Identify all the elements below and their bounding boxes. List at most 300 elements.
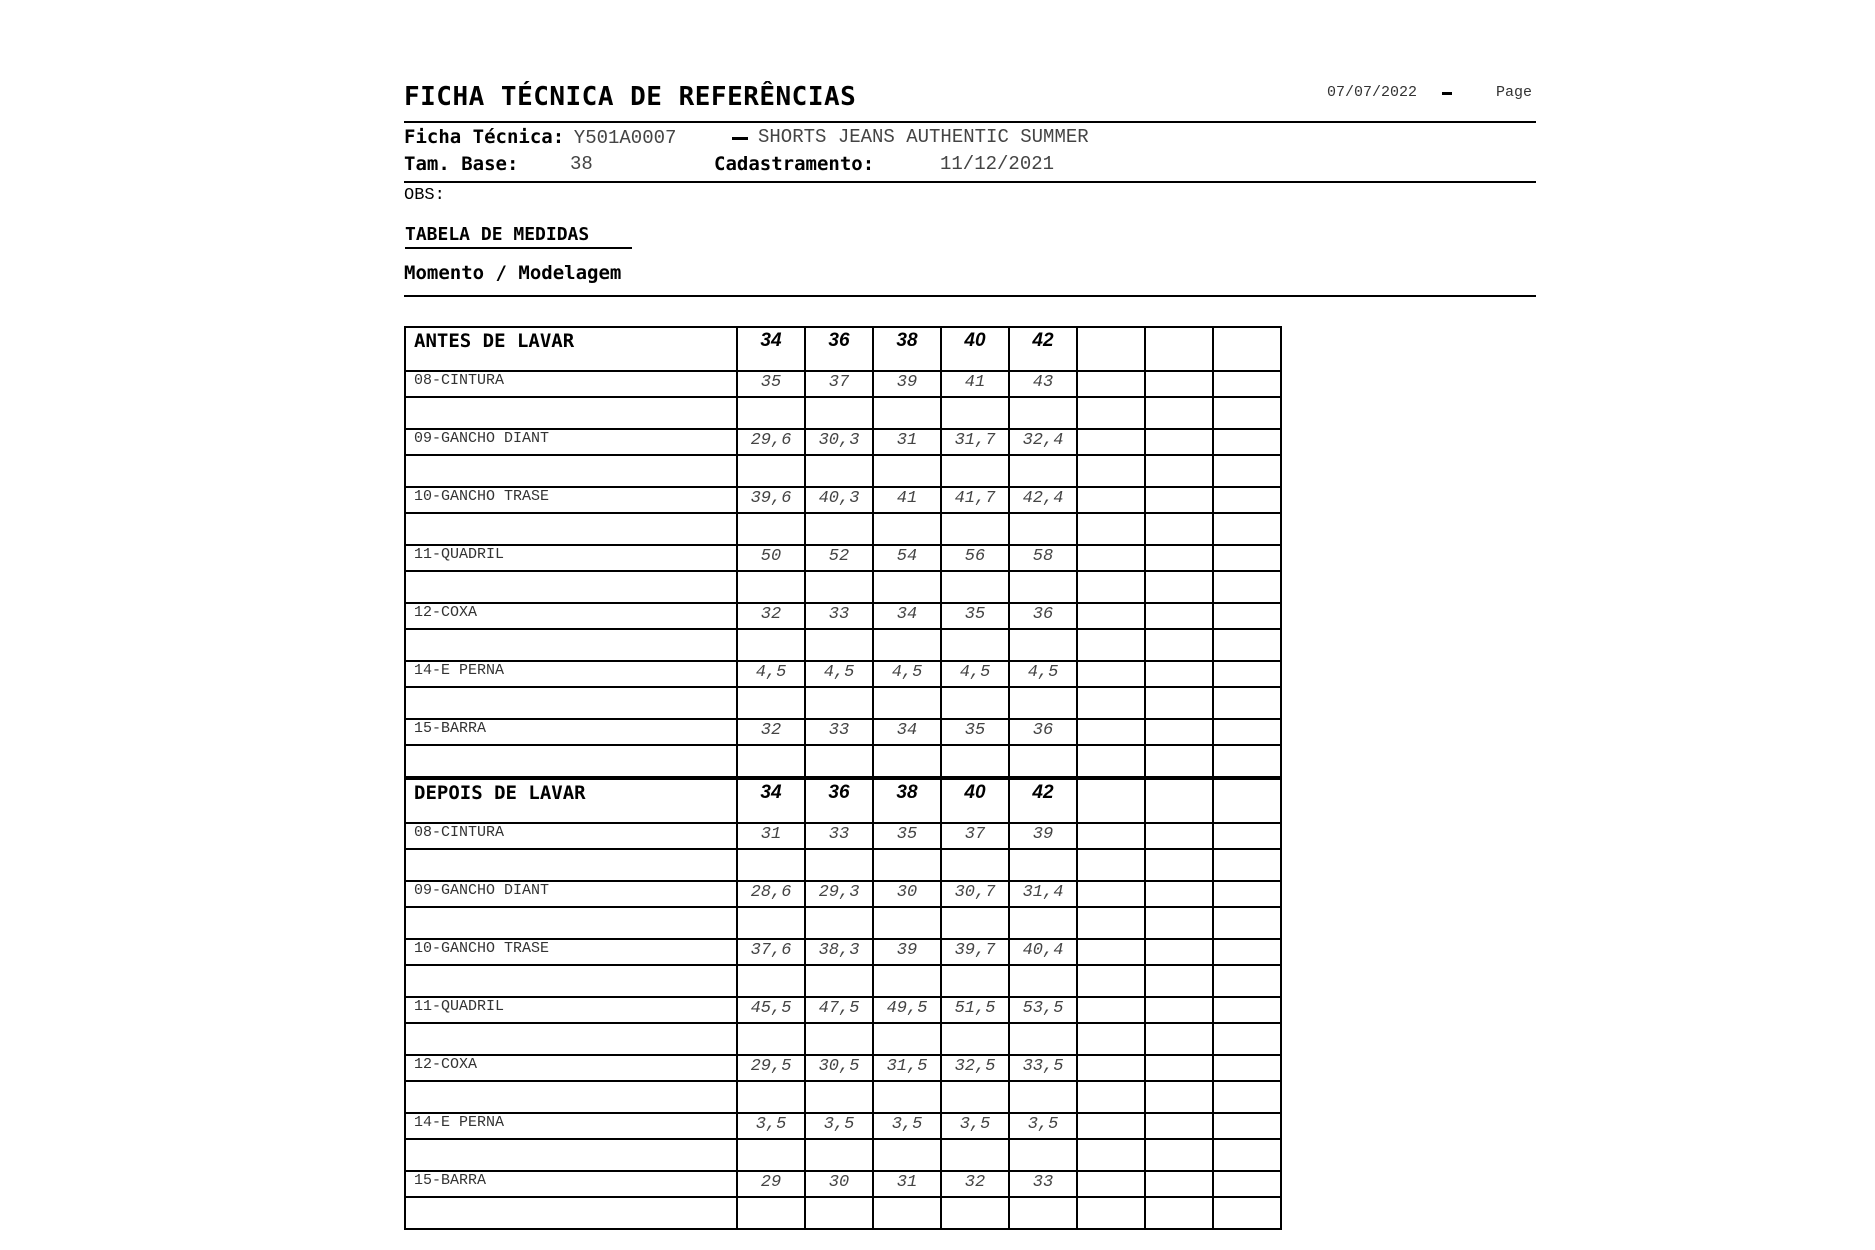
- empty-cell: [1077, 997, 1145, 1023]
- empty-cell: [873, 1197, 941, 1229]
- empty-cell: [873, 1081, 941, 1113]
- empty-cell: [941, 1023, 1009, 1055]
- measurement-label: 15-BARRA: [405, 1171, 737, 1197]
- empty-cell: [1213, 429, 1281, 455]
- table-row: [405, 603, 1281, 629]
- measurement-value: 40,4: [1009, 939, 1077, 965]
- empty-cell: [1213, 1113, 1281, 1139]
- measurement-value: 29,5: [737, 1055, 805, 1081]
- empty-cell: [1009, 965, 1077, 997]
- empty-cell: [1145, 545, 1213, 571]
- table-row: [405, 1171, 1281, 1197]
- measurement-value: 3,5: [805, 1113, 873, 1139]
- empty-cell: [873, 1139, 941, 1171]
- table-row: [405, 719, 1281, 745]
- empty-cell: [873, 513, 941, 545]
- empty-cell: [405, 629, 737, 661]
- empty-cell: [941, 849, 1009, 881]
- table-spacer-row: [405, 1139, 1281, 1171]
- size-header: 38: [873, 778, 941, 823]
- page-label: Page: [1496, 84, 1533, 101]
- measurement-value: 33,5: [1009, 1055, 1077, 1081]
- empty-cell: [1009, 1197, 1077, 1229]
- empty-cell: [405, 455, 737, 487]
- empty-cell: [1213, 1197, 1281, 1229]
- empty-cell: [737, 1081, 805, 1113]
- empty-cell: [1213, 1171, 1281, 1197]
- empty-cell: [1077, 371, 1145, 397]
- empty-cell: [405, 513, 737, 545]
- empty-cell: [941, 455, 1009, 487]
- measurement-value: 4,5: [805, 661, 873, 687]
- measurement-value: 39: [873, 939, 941, 965]
- empty-cell: [941, 687, 1009, 719]
- cadastramento-label: Cadastramento:: [714, 153, 875, 175]
- measurement-value: 31: [873, 429, 941, 455]
- ficha-description: SHORTS JEANS AUTHENTIC SUMMER: [758, 126, 1089, 148]
- measurement-label: 09-GANCHO DIANT: [405, 881, 737, 907]
- empty-cell: [1145, 603, 1213, 629]
- size-header: 34: [737, 778, 805, 823]
- empty-cell: [1009, 687, 1077, 719]
- measurement-value: 29,6: [737, 429, 805, 455]
- header-divider: [404, 121, 1536, 123]
- empty-cell: [1213, 745, 1281, 778]
- table-spacer-row: [405, 687, 1281, 719]
- section-subtitle: Momento / Modelagem: [404, 262, 622, 284]
- empty-cell: [405, 571, 737, 603]
- empty-cell: [1009, 397, 1077, 429]
- empty-cell: [1213, 455, 1281, 487]
- empty-cell: [805, 1081, 873, 1113]
- empty-cell: [1145, 778, 1213, 823]
- empty-cell: [1145, 1055, 1213, 1081]
- print-date: 07/07/2022: [1327, 84, 1418, 101]
- measurement-value: 31,4: [1009, 881, 1077, 907]
- empty-cell: [405, 907, 737, 939]
- size-header: 34: [737, 327, 805, 371]
- empty-cell: [1145, 1081, 1213, 1113]
- measurements-table: [404, 326, 1282, 1230]
- empty-cell: [1213, 571, 1281, 603]
- measurement-value: 32,5: [941, 1055, 1009, 1081]
- empty-cell: [1009, 629, 1077, 661]
- measurement-label: 14-E PERNA: [405, 661, 737, 687]
- measurement-value: 45,5: [737, 997, 805, 1023]
- empty-cell: [1213, 939, 1281, 965]
- empty-cell: [1213, 661, 1281, 687]
- empty-cell: [805, 513, 873, 545]
- measurement-value: 47,5: [805, 997, 873, 1023]
- empty-cell: [1213, 823, 1281, 849]
- empty-cell: [805, 745, 873, 778]
- tam-base-value: 38: [570, 153, 593, 175]
- measurement-value: 50: [737, 545, 805, 571]
- measurement-value: 43: [1009, 371, 1077, 397]
- empty-cell: [405, 745, 737, 778]
- measurement-value: 37,6: [737, 939, 805, 965]
- table-spacer-row: [405, 1023, 1281, 1055]
- table-row: [405, 661, 1281, 687]
- empty-cell: [1077, 1055, 1145, 1081]
- tam-base-label: Tam. Base:: [404, 153, 519, 175]
- table-section-title: ANTES DE LAVAR: [405, 327, 737, 371]
- size-header: 36: [805, 327, 873, 371]
- empty-cell: [805, 687, 873, 719]
- obs-label: OBS:: [404, 186, 445, 205]
- empty-cell: [1009, 455, 1077, 487]
- empty-cell: [941, 907, 1009, 939]
- measurement-value: 4,5: [873, 661, 941, 687]
- measurement-value: 35: [873, 823, 941, 849]
- table-row: [405, 939, 1281, 965]
- empty-cell: [1213, 397, 1281, 429]
- empty-cell: [1077, 719, 1145, 745]
- empty-cell: [1213, 487, 1281, 513]
- empty-cell: [1145, 687, 1213, 719]
- measurement-value: 32: [941, 1171, 1009, 1197]
- ficha-dash: [732, 137, 748, 140]
- empty-cell: [1145, 907, 1213, 939]
- empty-cell: [1145, 881, 1213, 907]
- measurement-value: 32: [737, 719, 805, 745]
- empty-cell: [737, 849, 805, 881]
- empty-cell: [1145, 429, 1213, 455]
- measurement-value: 51,5: [941, 997, 1009, 1023]
- measurement-value: 4,5: [941, 661, 1009, 687]
- table-header-row: [405, 778, 1281, 823]
- empty-cell: [1145, 1113, 1213, 1139]
- measurement-value: 32: [737, 603, 805, 629]
- measurement-value: 36: [1009, 719, 1077, 745]
- measurement-label: 15-BARRA: [405, 719, 737, 745]
- empty-cell: [1145, 661, 1213, 687]
- measurement-value: 58: [1009, 545, 1077, 571]
- empty-cell: [1009, 907, 1077, 939]
- empty-cell: [873, 745, 941, 778]
- measurement-value: 41: [941, 371, 1009, 397]
- empty-cell: [805, 397, 873, 429]
- measurement-value: 41,7: [941, 487, 1009, 513]
- empty-cell: [737, 687, 805, 719]
- measurement-value: 32,4: [1009, 429, 1077, 455]
- date-dash: [1442, 92, 1452, 95]
- empty-cell: [1077, 1197, 1145, 1229]
- empty-cell: [1077, 1023, 1145, 1055]
- empty-cell: [941, 513, 1009, 545]
- table-row: [405, 545, 1281, 571]
- empty-cell: [1145, 1171, 1213, 1197]
- empty-cell: [805, 629, 873, 661]
- empty-cell: [1213, 1055, 1281, 1081]
- empty-cell: [805, 907, 873, 939]
- measurement-value: 30: [873, 881, 941, 907]
- table-row: [405, 371, 1281, 397]
- measurement-value: 37: [805, 371, 873, 397]
- table-spacer-row: [405, 397, 1281, 429]
- size-header: 36: [805, 778, 873, 823]
- empty-cell: [1145, 371, 1213, 397]
- empty-cell: [1077, 1171, 1145, 1197]
- empty-cell: [1145, 1197, 1213, 1229]
- empty-cell: [1077, 881, 1145, 907]
- measurement-value: 38,3: [805, 939, 873, 965]
- measurement-value: 4,5: [737, 661, 805, 687]
- empty-cell: [1213, 719, 1281, 745]
- empty-cell: [1145, 487, 1213, 513]
- table-spacer-row: [405, 907, 1281, 939]
- table-row: [405, 997, 1281, 1023]
- measurement-value: 39: [1009, 823, 1077, 849]
- empty-cell: [1009, 513, 1077, 545]
- empty-cell: [1213, 997, 1281, 1023]
- empty-cell: [1213, 545, 1281, 571]
- table-spacer-row: [405, 629, 1281, 661]
- empty-cell: [1077, 745, 1145, 778]
- measurement-value: 53,5: [1009, 997, 1077, 1023]
- empty-cell: [405, 849, 737, 881]
- empty-cell: [1077, 327, 1145, 371]
- empty-cell: [737, 571, 805, 603]
- measurement-value: 42,4: [1009, 487, 1077, 513]
- measurement-value: 3,5: [737, 1113, 805, 1139]
- table-row: [405, 1055, 1281, 1081]
- measurement-value: 30,5: [805, 1055, 873, 1081]
- empty-cell: [873, 629, 941, 661]
- empty-cell: [1009, 1139, 1077, 1171]
- measurement-value: 40,3: [805, 487, 873, 513]
- empty-cell: [737, 965, 805, 997]
- measurement-value: 35: [737, 371, 805, 397]
- empty-cell: [1145, 397, 1213, 429]
- empty-cell: [1009, 571, 1077, 603]
- measurement-value: 3,5: [873, 1113, 941, 1139]
- empty-cell: [1145, 1023, 1213, 1055]
- empty-cell: [1077, 571, 1145, 603]
- empty-cell: [805, 571, 873, 603]
- measurement-value: 31: [873, 1171, 941, 1197]
- empty-cell: [873, 397, 941, 429]
- empty-cell: [1077, 629, 1145, 661]
- measurement-value: 30: [805, 1171, 873, 1197]
- table-row: [405, 487, 1281, 513]
- empty-cell: [1213, 881, 1281, 907]
- measurement-value: 33: [1009, 1171, 1077, 1197]
- empty-cell: [1145, 745, 1213, 778]
- table-row: [405, 1113, 1281, 1139]
- empty-cell: [405, 1139, 737, 1171]
- measurement-value: 49,5: [873, 997, 941, 1023]
- empty-cell: [873, 687, 941, 719]
- empty-cell: [805, 849, 873, 881]
- size-header: 42: [1009, 327, 1077, 371]
- measurements-table-body: [405, 327, 1281, 1229]
- empty-cell: [941, 965, 1009, 997]
- section-divider: [404, 295, 1536, 297]
- measurement-value: 31: [737, 823, 805, 849]
- measurement-value: 34: [873, 603, 941, 629]
- measurement-value: 31,7: [941, 429, 1009, 455]
- empty-cell: [873, 571, 941, 603]
- size-header: 40: [941, 327, 1009, 371]
- empty-cell: [1077, 849, 1145, 881]
- empty-cell: [1145, 719, 1213, 745]
- empty-cell: [941, 629, 1009, 661]
- empty-cell: [1213, 965, 1281, 997]
- table-spacer-row: [405, 1081, 1281, 1113]
- empty-cell: [1145, 823, 1213, 849]
- measurement-value: 35: [941, 603, 1009, 629]
- empty-cell: [1077, 545, 1145, 571]
- empty-cell: [941, 1197, 1009, 1229]
- empty-cell: [1213, 687, 1281, 719]
- empty-cell: [1077, 661, 1145, 687]
- table-row: [405, 881, 1281, 907]
- size-header: 38: [873, 327, 941, 371]
- table-spacer-row: [405, 965, 1281, 997]
- measurement-label: 12-COXA: [405, 1055, 737, 1081]
- empty-cell: [805, 1023, 873, 1055]
- empty-cell: [737, 629, 805, 661]
- ficha-line: [404, 126, 676, 149]
- empty-cell: [1145, 997, 1213, 1023]
- measurement-label: 11-QUADRIL: [405, 545, 737, 571]
- measurement-value: 35: [941, 719, 1009, 745]
- measurement-value: 41: [873, 487, 941, 513]
- empty-cell: [405, 687, 737, 719]
- empty-cell: [805, 1197, 873, 1229]
- measurement-value: 36: [1009, 603, 1077, 629]
- empty-cell: [1213, 778, 1281, 823]
- empty-cell: [737, 513, 805, 545]
- measurement-value: 33: [805, 719, 873, 745]
- empty-cell: [873, 965, 941, 997]
- empty-cell: [873, 1023, 941, 1055]
- table-header-row: [405, 327, 1281, 371]
- empty-cell: [1213, 327, 1281, 371]
- measurement-value: 39: [873, 371, 941, 397]
- empty-cell: [1145, 629, 1213, 661]
- empty-cell: [1077, 778, 1145, 823]
- measurement-value: 52: [805, 545, 873, 571]
- document-title: FICHA TÉCNICA DE REFERÊNCIAS: [404, 82, 857, 112]
- measurement-value: 37: [941, 823, 1009, 849]
- table-spacer-row: [405, 849, 1281, 881]
- empty-cell: [1077, 965, 1145, 997]
- measurement-value: 33: [805, 603, 873, 629]
- measurement-value: 31,5: [873, 1055, 941, 1081]
- empty-cell: [1213, 371, 1281, 397]
- measurement-value: 3,5: [941, 1113, 1009, 1139]
- empty-cell: [1077, 455, 1145, 487]
- empty-cell: [1213, 1139, 1281, 1171]
- measurement-label: 08-CINTURA: [405, 823, 737, 849]
- empty-cell: [1145, 455, 1213, 487]
- empty-cell: [1077, 939, 1145, 965]
- empty-cell: [873, 455, 941, 487]
- empty-cell: [1145, 327, 1213, 371]
- table-spacer-row: [405, 571, 1281, 603]
- empty-cell: [1009, 1081, 1077, 1113]
- empty-cell: [1145, 513, 1213, 545]
- empty-cell: [1077, 429, 1145, 455]
- empty-cell: [1213, 907, 1281, 939]
- empty-cell: [737, 907, 805, 939]
- measurement-label: 12-COXA: [405, 603, 737, 629]
- empty-cell: [1077, 513, 1145, 545]
- table-spacer-row: [405, 745, 1281, 778]
- empty-cell: [737, 455, 805, 487]
- empty-cell: [737, 1139, 805, 1171]
- empty-cell: [1077, 603, 1145, 629]
- empty-cell: [1077, 1139, 1145, 1171]
- empty-cell: [405, 397, 737, 429]
- measurement-value: 56: [941, 545, 1009, 571]
- measurement-value: 54: [873, 545, 941, 571]
- empty-cell: [1009, 1023, 1077, 1055]
- measurement-label: 10-GANCHO TRASE: [405, 487, 737, 513]
- empty-cell: [737, 397, 805, 429]
- empty-cell: [1077, 1113, 1145, 1139]
- empty-cell: [941, 397, 1009, 429]
- measurement-value: 4,5: [1009, 661, 1077, 687]
- empty-cell: [1145, 939, 1213, 965]
- empty-cell: [1145, 965, 1213, 997]
- empty-cell: [805, 455, 873, 487]
- empty-cell: [1077, 397, 1145, 429]
- empty-cell: [805, 1139, 873, 1171]
- measurement-value: 29,3: [805, 881, 873, 907]
- measurement-label: 09-GANCHO DIANT: [405, 429, 737, 455]
- empty-cell: [1213, 513, 1281, 545]
- empty-cell: [1077, 823, 1145, 849]
- empty-cell: [1145, 571, 1213, 603]
- section-title-underline: [405, 247, 632, 249]
- empty-cell: [873, 907, 941, 939]
- empty-cell: [1213, 849, 1281, 881]
- measurement-value: 28,6: [737, 881, 805, 907]
- measurement-value: 34: [873, 719, 941, 745]
- empty-cell: [737, 1023, 805, 1055]
- table-spacer-row: [405, 1197, 1281, 1229]
- empty-cell: [1077, 487, 1145, 513]
- empty-cell: [941, 745, 1009, 778]
- measurement-value: 33: [805, 823, 873, 849]
- table-section-title: DEPOIS DE LAVAR: [405, 778, 737, 823]
- empty-cell: [1213, 629, 1281, 661]
- info-divider: [404, 181, 1536, 183]
- measurement-label: 14-E PERNA: [405, 1113, 737, 1139]
- ficha-code: Y501A0007: [573, 127, 677, 149]
- measurement-label: 08-CINTURA: [405, 371, 737, 397]
- empty-cell: [941, 1139, 1009, 1171]
- measurement-value: 30,7: [941, 881, 1009, 907]
- empty-cell: [941, 571, 1009, 603]
- empty-cell: [405, 1197, 737, 1229]
- empty-cell: [1009, 849, 1077, 881]
- empty-cell: [1145, 849, 1213, 881]
- empty-cell: [1077, 907, 1145, 939]
- ficha-label: Ficha Técnica:: [404, 126, 565, 148]
- measurement-value: 39,6: [737, 487, 805, 513]
- empty-cell: [405, 1023, 737, 1055]
- empty-cell: [737, 745, 805, 778]
- empty-cell: [1213, 1081, 1281, 1113]
- empty-cell: [1213, 603, 1281, 629]
- empty-cell: [1077, 1081, 1145, 1113]
- empty-cell: [805, 965, 873, 997]
- empty-cell: [1077, 687, 1145, 719]
